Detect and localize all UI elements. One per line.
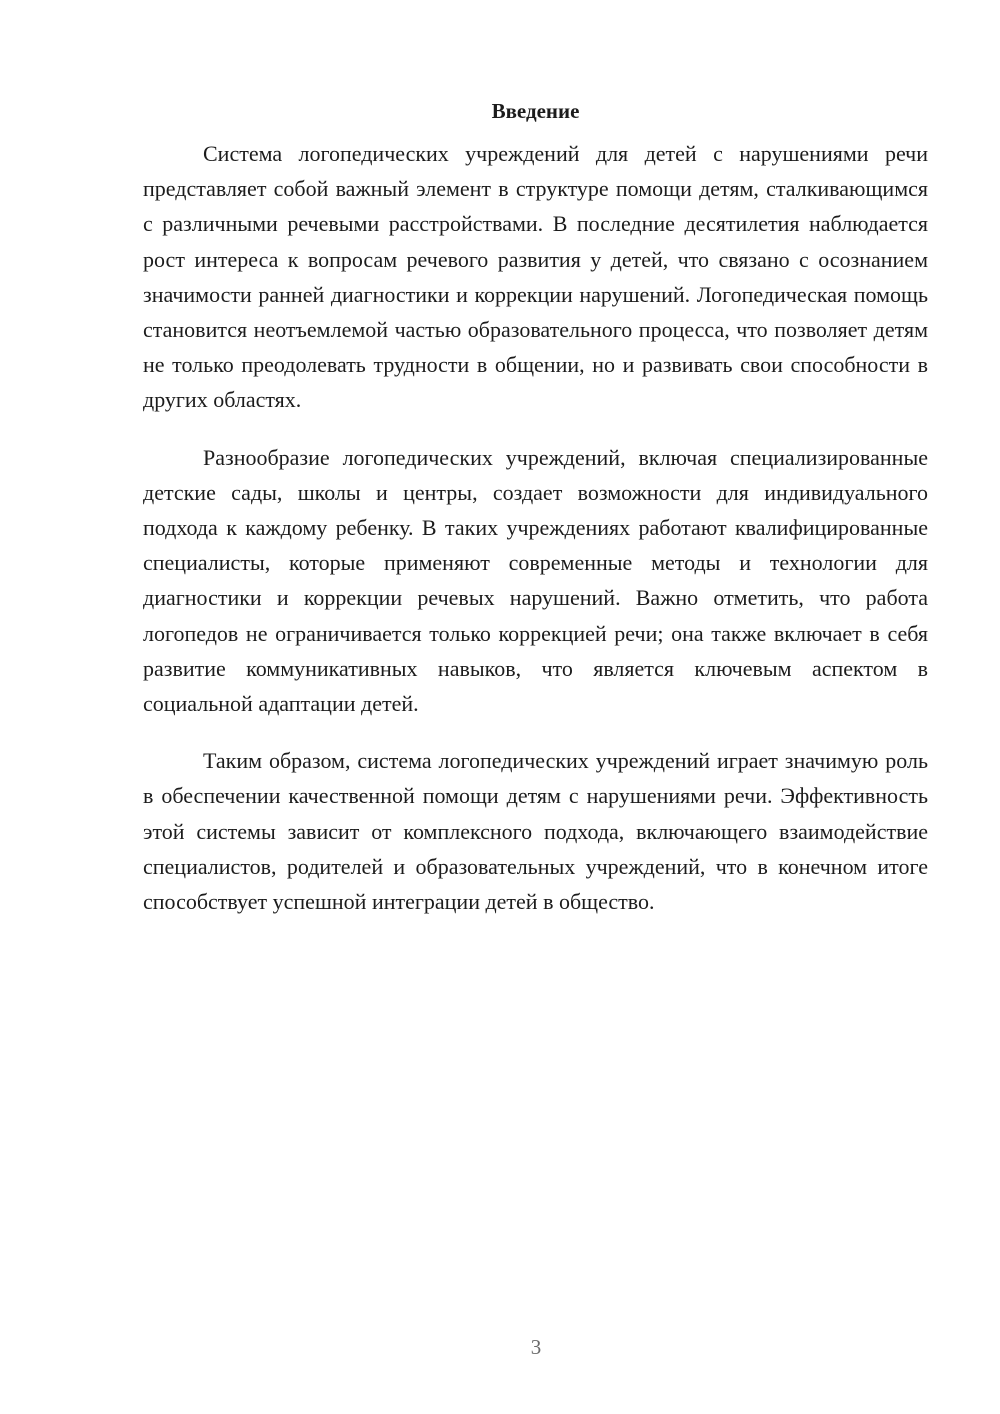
page-content (143, 96, 928, 941)
section-heading: Введение (491, 99, 580, 123)
paragraph-2: Разнообразие логопедических учреждений, включая специализированные детские сады, школы и центры, создает возможности для индивидуального подхода к каждому ребенку. В таких учреждениях работают квалифицированные специалисты, которые применяют современные методы и технологии для диагностики и коррекции речевых нарушений. Важно отметить, что работа логопедов не ограничивается только коррекцией речи; она также включает в себя развитие коммуникативных навыков, что является ключевым аспектом в социальной адаптации детей. (143, 444, 928, 717)
paragraph-3: Таким образом, система логопедических учреждений играет значимую роль в обеспечении качественной помощи детям с нарушениями речи. Эффективность этой системы зависит от комплексного подхода, включающего взаимодействие специалистов, родителей и образовательных учреждений, что в конечном итоге способствует успешной интеграции детей в общество. (143, 748, 928, 915)
paragraph-1: Система логопедических учреждений для детей с нарушениями речи представляет собой важный элемент в структуре помощи детям, сталкивающимся с различными речевыми расстройствами. В последние десятилетия наблюдается рост интереса к вопросам речевого развития у детей, что связано с осознанием значимости ранней диагностики и коррекции нарушений. Логопедическая помощь становится неотъемлемой частью образовательного процесса, что позволяет детям не только преодолевать трудности в общении, но и развивать свои способности в других областях. (143, 141, 928, 413)
page-number: 3 (530, 1335, 542, 1359)
